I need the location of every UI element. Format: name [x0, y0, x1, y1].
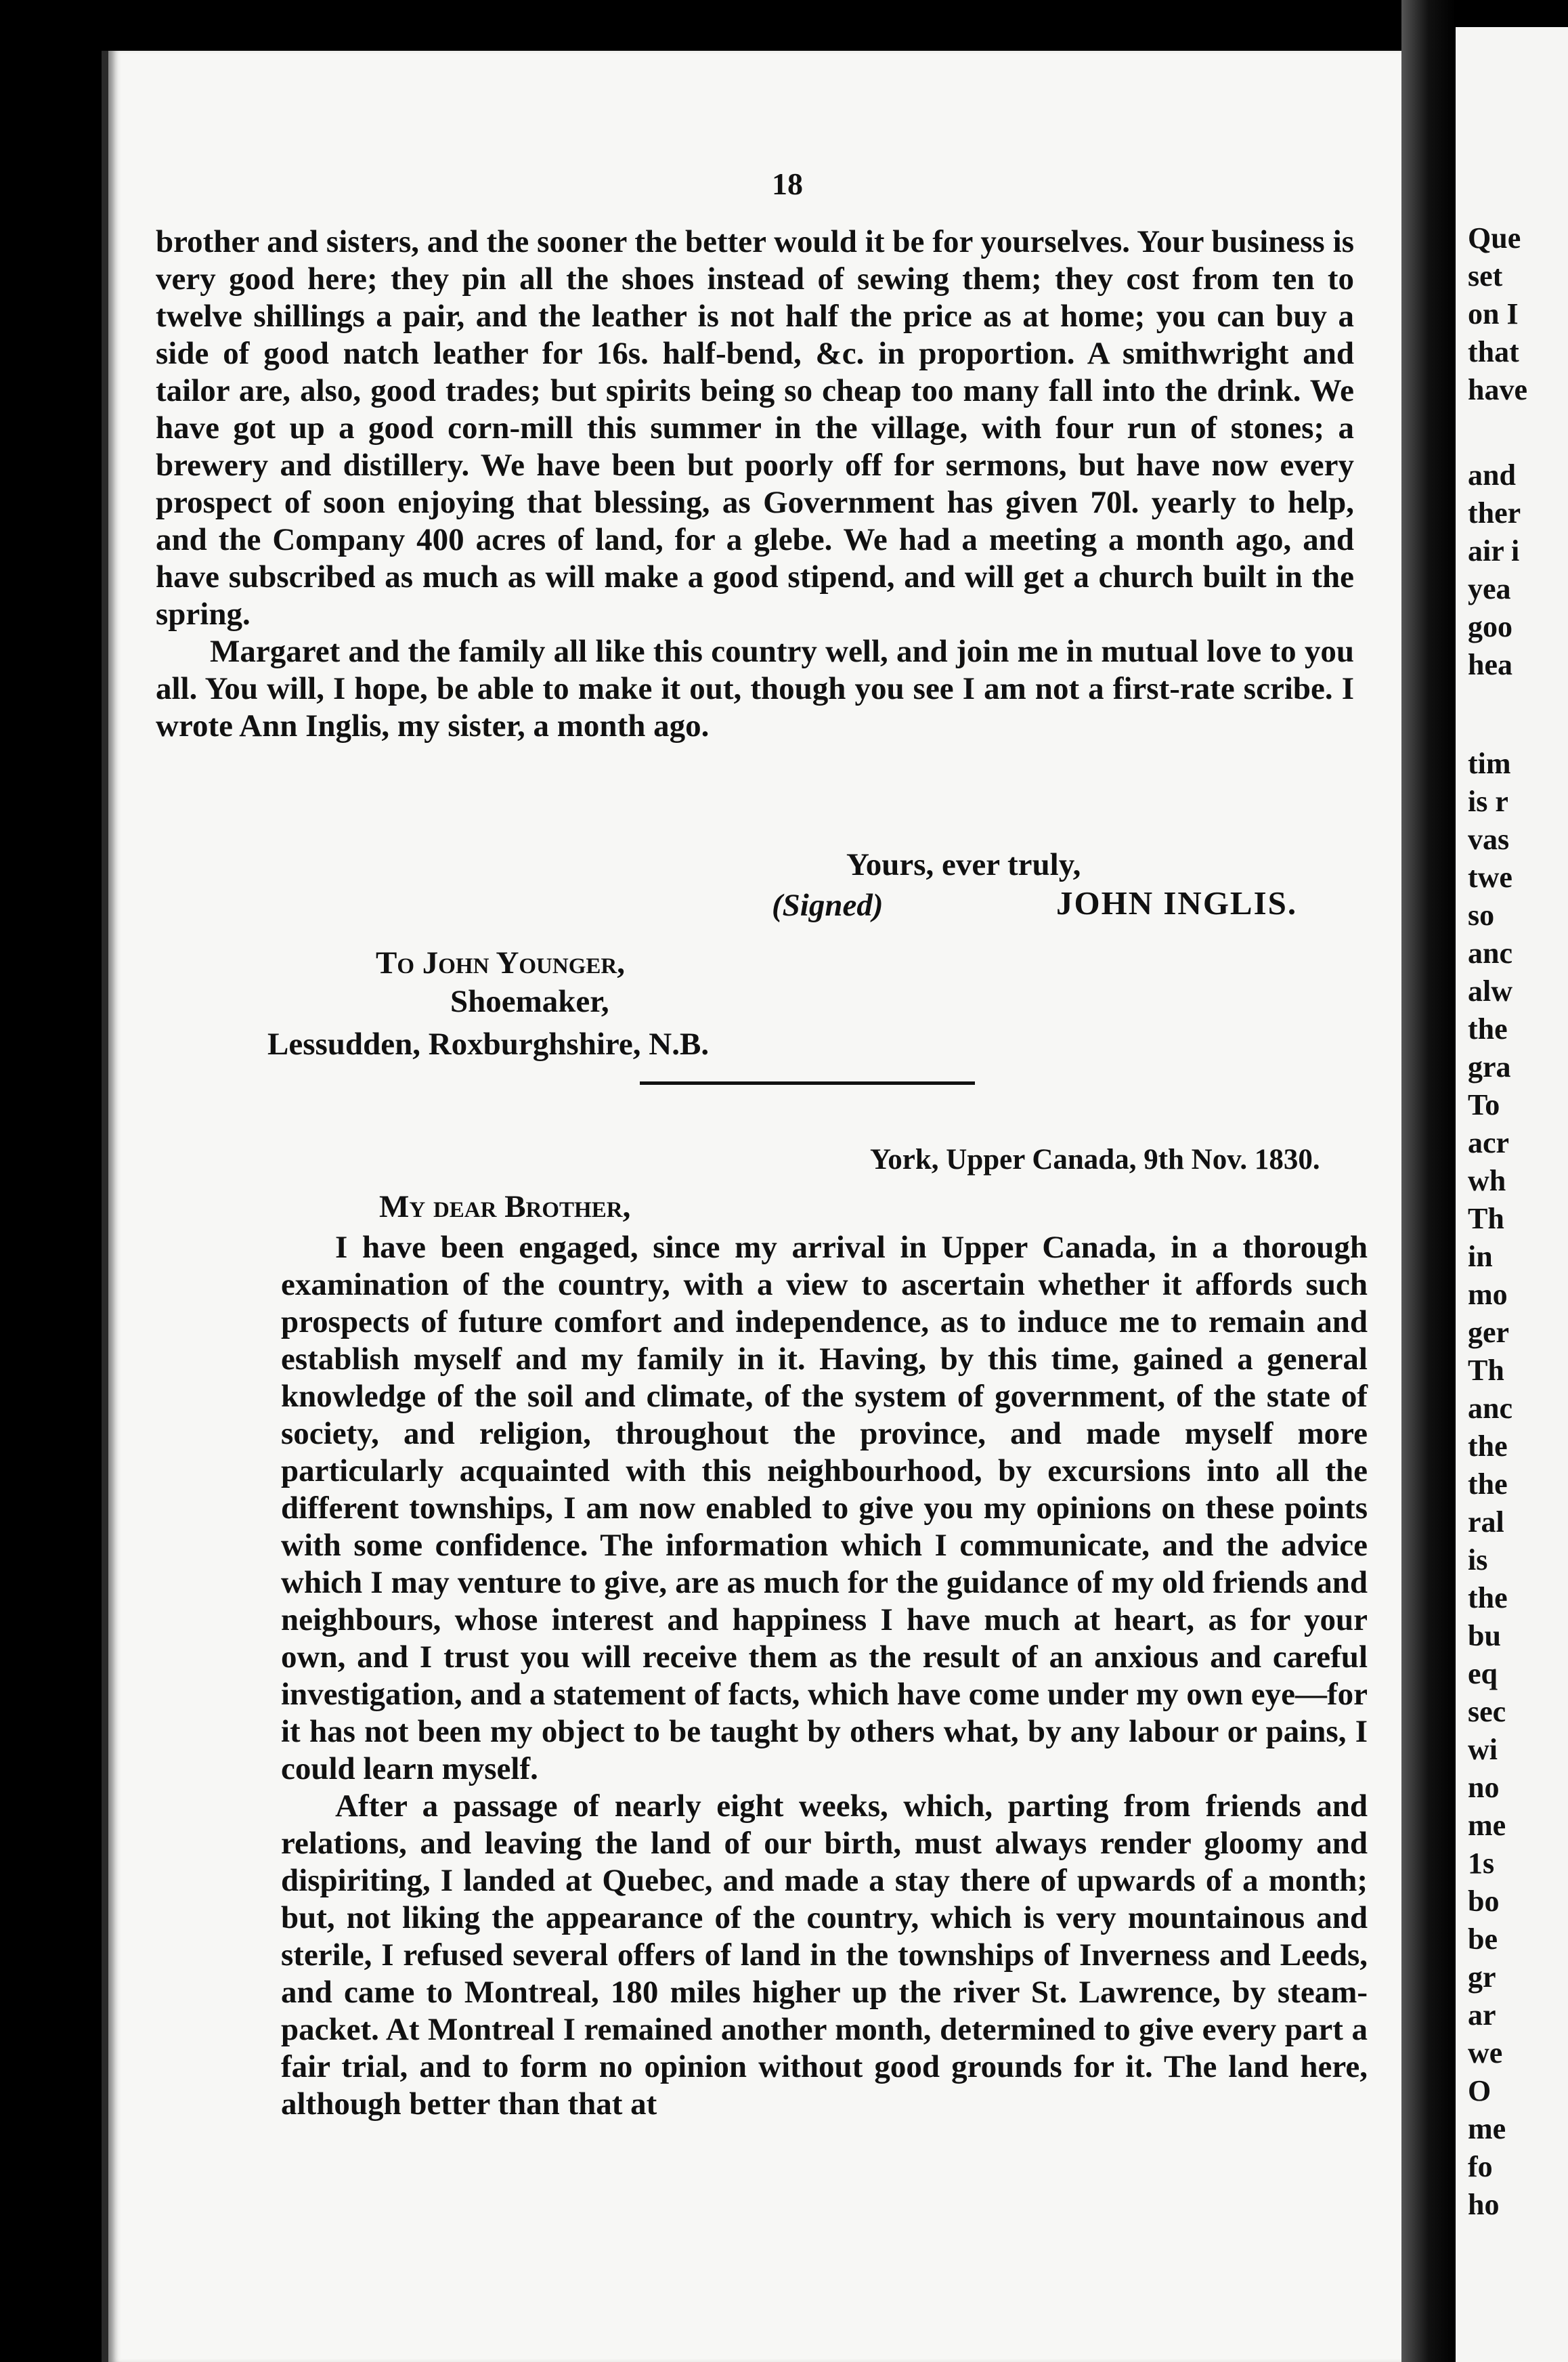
facing-page-fragment: the: [1468, 1012, 1508, 1046]
facing-page-fragment: ho: [1468, 2188, 1500, 2221]
facing-page-fragment: O: [1468, 2074, 1491, 2107]
section-divider: [640, 1081, 975, 1085]
facing-page-edge: [1456, 27, 1568, 2362]
facing-page-fragment: 1s: [1468, 1847, 1495, 1880]
facing-page-fragment: gr: [1468, 1960, 1496, 1994]
facing-page-fragment: eq: [1468, 1657, 1498, 1690]
facing-page-fragment: wh: [1468, 1164, 1506, 1197]
dateline: York, Upper Canada, 9th Nov. 1830.: [870, 1144, 1320, 1176]
signed-note: (Signed): [772, 888, 884, 923]
facing-page-fragment: ar: [1468, 1998, 1496, 2032]
address-line-3: Lessudden, Roxburghshire, N.B.: [267, 1027, 710, 1062]
valediction: Yours, ever truly,: [846, 847, 1081, 882]
page-number: 18: [772, 167, 803, 201]
facing-page-fragment: acr: [1468, 1126, 1510, 1159]
facing-page-fragment: bu: [1468, 1619, 1501, 1652]
address-line-2: Shoemaker,: [450, 984, 609, 1019]
facing-page-fragment: the: [1468, 1467, 1508, 1501]
facing-page-fragment: ral: [1468, 1505, 1504, 1539]
facing-page-fragment: anc: [1468, 1392, 1512, 1425]
facing-page-fragment: me: [1468, 2112, 1506, 2145]
facing-page-fragment: alw: [1468, 974, 1512, 1008]
facing-page-fragment: no: [1468, 1771, 1500, 1804]
letter1-paragraph-2: Margaret and the family all like this country well, and join me in mutual love to you all. You will, I hope, be able to make it out, though you see I am not a first-rate scribe. I wrote Ann Inglis, my sister, a month ago.: [156, 634, 1354, 744]
facing-page-fragment: be: [1468, 1923, 1498, 1956]
facing-page-fragment: that: [1468, 335, 1519, 368]
letter2-paragraph-1: I have been engaged, since my arrival in Upper Canada, in a thorough examination of the country, with a view to ascertain whether it affords such prospects of future comfort and independence, as to induce me to remain and establish myself and my family in it. Having, by this time, gained a general knowledge of the soil and climate, of the system of government, of the state of society, and religion, throughout the province, and made myself more particularly acquainted with this neighbourhood, by excursions into all the different townships, I am now enabled to give you my opinions on these points with some confidence. The information which I communicate, and the advice which I may venture to give, are as much for the guidance of my old friends and neighbours, whose interest and happiness I have much at heart, as for your own, and I trust you will receive them as the result of an anxious and careful investigation, and a statement of facts, which have come under my own eye—for it has not been my object to be taught by others what, by any labour or pains, I could learn myself.: [281, 1230, 1368, 1786]
facing-page-fragment: ger: [1468, 1316, 1510, 1349]
facing-page-fragment: fo: [1468, 2150, 1493, 2183]
facing-page-fragment: wi: [1468, 1733, 1498, 1766]
facing-page-fragment: set: [1468, 259, 1503, 293]
facing-page-fragment: mo: [1468, 1278, 1508, 1311]
facing-page-fragment: anc: [1468, 937, 1512, 970]
address-line-1: To John Younger,: [376, 945, 625, 981]
facing-page-fragment: goo: [1468, 610, 1512, 643]
facing-page-fragment: is r: [1468, 785, 1508, 818]
facing-page-fragment: tim: [1468, 747, 1511, 780]
facing-page-fragment: on I: [1468, 297, 1519, 330]
facing-page-fragment: sec: [1468, 1695, 1506, 1728]
facing-page-fragment: air i: [1468, 534, 1520, 567]
facing-page-fragment: Th: [1468, 1354, 1504, 1387]
facing-page-fragment: bo: [1468, 1885, 1500, 1918]
book-binding-left: [0, 0, 102, 2362]
facing-page-fragment: hea: [1468, 648, 1512, 681]
facing-page-fragment: Que: [1468, 221, 1521, 255]
letter2-body: [281, 1229, 1368, 2123]
signature: JOHN INGLIS.: [1056, 884, 1298, 922]
facing-page-fragment: is: [1468, 1543, 1488, 1576]
page-gutter: [1401, 0, 1456, 2362]
facing-page-fragment: have: [1468, 373, 1527, 406]
facing-page-fragment: so: [1468, 899, 1495, 932]
facing-page-fragment: the: [1468, 1581, 1508, 1614]
facing-page-fragment: in: [1468, 1240, 1493, 1273]
facing-page-fragment: yea: [1468, 572, 1511, 605]
facing-page-fragment: and: [1468, 458, 1516, 492]
facing-page-fragment: gra: [1468, 1050, 1511, 1083]
facing-page-fragment: Th: [1468, 1202, 1504, 1235]
salutation: My dear Brother,: [379, 1189, 631, 1224]
letter1-body: [156, 223, 1354, 745]
letter2-paragraph-2: After a passage of nearly eight weeks, which, parting from friends and relations, and leaving the land of our birth, must always render gloomy and dispiriting, I landed at Quebec, and made a stay there of upwards of a month; but, not liking the appearance of the country, which is very mountainous and sterile, I refused several offers of land in the townships of Inverness and Leeds, and came to Montreal, 180 miles higher up the river St. Lawrence, by steam-packet. At Montreal I remained another month, determined to give every part a fair trial, and to form no opinion without good grounds for it. The land here, although better than that at: [281, 1788, 1368, 2122]
facing-page-fragment: the: [1468, 1430, 1508, 1463]
facing-page-fragment: we: [1468, 2036, 1503, 2069]
facing-page-fragment: vas: [1468, 823, 1510, 856]
facing-page-fragment: To: [1468, 1088, 1500, 1121]
facing-page-fragment: ther: [1468, 496, 1521, 530]
letter1-paragraph-1: brother and sisters, and the sooner the better would it be for yourselves. Your business is very good here; they pin all the shoes instead of sewing them; they cost from ten to twelve shillings a pair, and the leather is not half the price as at home; you can buy a side of good natch leather for 16s. half-bend, &c. in proportion. A smithwright and tailor are, also, good trades; but spirits being so cheap too many fall into the drink. We have got up a good corn-mill this summer in the village, with four run of stones; a brewery and distillery. We have been but poorly off for sermons, but have now every prospect of soon enjoying that blessing, as Government has given 70l. yearly to help, and the Company 400 acres of land, for a glebe. We had a meeting a month ago, and have subscribed as much as will make a good stipend, and will get a church built in the spring.: [156, 224, 1354, 632]
facing-page-fragment: twe: [1468, 861, 1512, 894]
facing-page-fragment: me: [1468, 1809, 1506, 1842]
